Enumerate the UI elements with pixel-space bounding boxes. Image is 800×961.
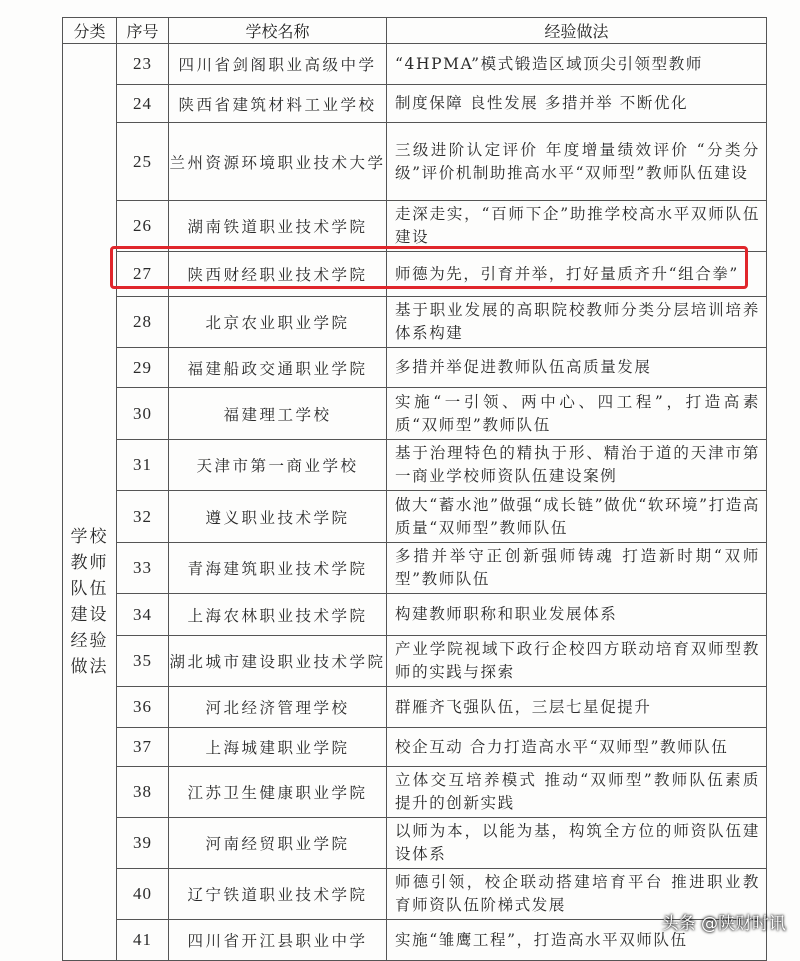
school-cell: 天津市第一商业学校 — [169, 440, 387, 491]
table-row — [63, 767, 767, 818]
table-row — [63, 636, 767, 687]
experience-cell: 师德引领，校企联动搭建培育平台 推进职业教育师资队伍阶梯式发展 — [387, 869, 767, 920]
experience-cell: 立体交互培养模式 推动“双师型”教师队伍素质提升的创新实践 — [387, 767, 767, 818]
category-label: 学校教师队伍建设经验做法 — [70, 527, 109, 677]
table-row — [63, 44, 767, 85]
number-cell: 25 — [117, 123, 169, 201]
header-experience: 经验做法 — [387, 18, 767, 44]
experience-cell: 多措并举守正创新强师铸魂 打造新时期“双师型”教师队伍 — [387, 543, 767, 594]
school-cell: 江苏卫生健康职业学院 — [169, 767, 387, 818]
school-cell: 四川省剑阁职业高级中学 — [169, 44, 387, 85]
table-row — [63, 348, 767, 388]
table-row — [63, 594, 767, 636]
experience-cell: 以师为本，以能为基，构筑全方位的师资队伍建设体系 — [387, 818, 767, 869]
experience-cell: “4HPMA”模式锻造区域顶尖引领型教师 — [387, 44, 767, 85]
watermark: 头条 @陕财时讯 — [661, 914, 786, 934]
school-cell: 兰州资源环境职业技术大学 — [169, 123, 387, 201]
experience-cell: 构建教师职称和职业发展体系 — [387, 594, 767, 636]
experience-cell: 实施“雏鹰工程”，打造高水平双师队伍 — [387, 920, 767, 961]
school-cell: 福建理工学校 — [169, 388, 387, 440]
number-cell: 31 — [117, 440, 169, 491]
school-cell: 河南经贸职业学院 — [169, 818, 387, 869]
number-cell: 27 — [117, 252, 169, 297]
number-cell: 32 — [117, 491, 169, 543]
number-cell: 37 — [117, 728, 169, 767]
number-cell: 29 — [117, 348, 169, 388]
school-cell: 湖北城市建设职业技术学院 — [169, 636, 387, 687]
schools-table — [62, 17, 767, 961]
number-cell: 40 — [117, 869, 169, 920]
number-cell: 26 — [117, 201, 169, 252]
table-row — [63, 687, 767, 728]
table-row — [63, 388, 767, 440]
number-cell: 38 — [117, 767, 169, 818]
experience-cell: 多措并举促进教师队伍高质量发展 — [387, 348, 767, 388]
school-cell: 上海城建职业学院 — [169, 728, 387, 767]
experience-cell: 产业学院视域下政行企校四方联动培育双师型教师的实践与探索 — [387, 636, 767, 687]
experience-cell: 制度保障 良性发展 多措并举 不断优化 — [387, 85, 767, 123]
header-row — [63, 18, 767, 44]
experience-cell: 校企互动 合力打造高水平“双师型”教师队伍 — [387, 728, 767, 767]
header-number: 序号 — [117, 18, 169, 44]
number-cell: 30 — [117, 388, 169, 440]
school-cell: 福建船政交通职业学院 — [169, 348, 387, 388]
table-row — [63, 85, 767, 123]
table-row — [63, 123, 767, 201]
number-cell: 36 — [117, 687, 169, 728]
table-row — [63, 728, 767, 767]
table-row — [63, 491, 767, 543]
number-cell: 41 — [117, 920, 169, 961]
table-row — [63, 543, 767, 594]
school-cell: 陕西省建筑材料工业学校 — [169, 85, 387, 123]
school-cell: 湖南铁道职业技术学院 — [169, 201, 387, 252]
table-row — [63, 297, 767, 348]
school-cell: 河北经济管理学校 — [169, 687, 387, 728]
experience-cell: 做大“蓄水池”做强“成长链”做优“软环境”打造高质量“双师型”教师队伍 — [387, 491, 767, 543]
experience-cell: 实施“一引领、两中心、四工程”，打造高素质“双师型”教师队伍 — [387, 388, 767, 440]
category-cell — [63, 44, 117, 961]
number-cell: 28 — [117, 297, 169, 348]
experience-cell: 群雁齐飞强队伍，三层七星促提升 — [387, 687, 767, 728]
table-row — [63, 201, 767, 252]
school-cell: 陕西财经职业技术学院 — [169, 252, 387, 297]
number-cell: 24 — [117, 85, 169, 123]
experience-cell: 三级进阶认定评价 年度增量绩效评价 “分类分级”评价机制助推高水平“双师型”教师队伍建设 — [387, 123, 767, 201]
table-row — [63, 440, 767, 491]
header-school: 学校名称 — [169, 18, 387, 44]
school-cell: 青海建筑职业技术学院 — [169, 543, 387, 594]
number-cell: 39 — [117, 818, 169, 869]
number-cell: 34 — [117, 594, 169, 636]
experience-cell: 基于治理特色的精执于形、精治于道的天津市第一商业学校师资队伍建设案例 — [387, 440, 767, 491]
number-cell: 35 — [117, 636, 169, 687]
school-cell: 辽宁铁道职业技术学院 — [169, 869, 387, 920]
header-category: 分类 — [63, 18, 117, 44]
school-cell: 北京农业职业学院 — [169, 297, 387, 348]
experience-cell: 师德为先，引育并举，打好量质齐升“组合拳” — [387, 252, 767, 297]
number-cell: 33 — [117, 543, 169, 594]
school-cell: 遵义职业技术学院 — [169, 491, 387, 543]
school-cell: 四川省开江县职业中学 — [169, 920, 387, 961]
experience-cell: 走深走实，“百师下企”助推学校高水平双师队伍建设 — [387, 201, 767, 252]
number-cell: 23 — [117, 44, 169, 85]
school-cell: 上海农林职业技术学院 — [169, 594, 387, 636]
experience-cell: 基于职业发展的高职院校教师分类分层培训培养体系构建 — [387, 297, 767, 348]
highlight-box — [110, 246, 748, 289]
table-row — [63, 818, 767, 869]
